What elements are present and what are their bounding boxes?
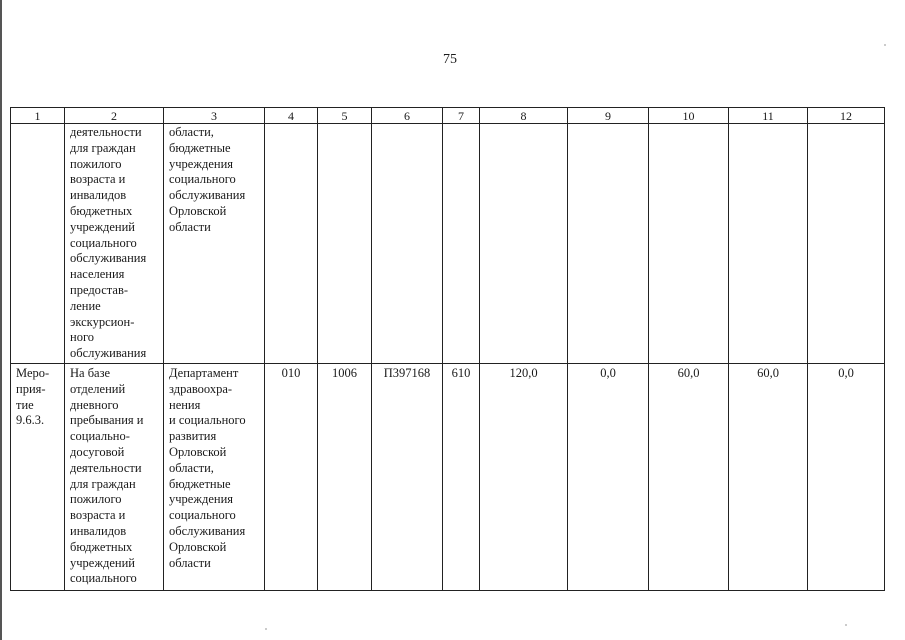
- value-cell: [729, 124, 808, 364]
- cell-line: обслуживания: [169, 523, 246, 538]
- cell-line: обслуживания: [169, 188, 246, 203]
- header-cell: 1: [11, 108, 65, 124]
- cell-line: 9.6.3.: [16, 413, 45, 428]
- value-cell: 0,0: [808, 364, 885, 591]
- csr-cell: П397168: [372, 364, 443, 591]
- executor-cell: [164, 364, 265, 591]
- header-cell: 12: [808, 108, 885, 124]
- header-cell: 6: [372, 108, 443, 124]
- header-cell: 5: [318, 108, 372, 124]
- cell-line: области: [169, 219, 211, 234]
- value-cell: [808, 124, 885, 364]
- csr-cell: [372, 124, 443, 364]
- cell-line: области,: [169, 125, 214, 139]
- page-number: 75: [443, 52, 457, 67]
- budget-table: [10, 107, 885, 591]
- rzpr-cell: 1006: [318, 364, 372, 591]
- value-cell: 60,0: [729, 364, 808, 591]
- cell-line: учреждения: [169, 492, 234, 507]
- cell-line: бюджетные: [169, 140, 231, 155]
- grbs-cell: [265, 124, 318, 364]
- cell-line: для граждан: [70, 140, 136, 155]
- cell-line: учреждений: [70, 219, 135, 234]
- cell-line: пожилого: [70, 492, 122, 507]
- cell-line: тие: [16, 397, 34, 412]
- cell-line: для граждан: [70, 476, 136, 491]
- scan-speck: [845, 624, 847, 626]
- header-cell: 3: [164, 108, 265, 124]
- cell-line: ление: [70, 298, 101, 313]
- header-cell: 4: [265, 108, 318, 124]
- cell-line: социального: [70, 571, 137, 586]
- cell-line: здравоохра-: [169, 381, 233, 396]
- cell-line: бюджетные: [169, 476, 231, 491]
- measure-code-cell: [11, 124, 65, 364]
- cell-line: бюджетных: [70, 539, 133, 554]
- cell-line: и социального: [169, 413, 246, 428]
- grbs-cell: 010: [265, 364, 318, 591]
- cell-line: обслуживания: [70, 251, 147, 266]
- cell-line: учреждений: [70, 555, 135, 570]
- cell-line: учреждения: [169, 156, 234, 171]
- cell-line: пребывания и: [70, 413, 144, 428]
- header-cell: 10: [649, 108, 729, 124]
- cell-line: предостав-: [70, 282, 129, 297]
- cell-line: возраста и: [70, 508, 126, 523]
- table-row: [11, 364, 885, 591]
- value-cell: [568, 124, 649, 364]
- cell-line: области: [169, 555, 211, 570]
- cell-line: пожилого: [70, 156, 122, 171]
- value-cell: [649, 124, 729, 364]
- vr-cell: 610: [443, 364, 480, 591]
- cell-line: деятельности: [70, 125, 142, 139]
- vr-cell: [443, 124, 480, 364]
- cell-line: дневного: [70, 397, 119, 412]
- cell-line: социального: [169, 508, 236, 523]
- cell-line: социально-: [70, 429, 130, 444]
- table-row: [11, 124, 885, 364]
- cell-line: Орловской: [169, 539, 227, 554]
- cell-line: населения: [70, 267, 125, 282]
- cell-line: обслуживания: [70, 346, 147, 361]
- cell-line: досуговой: [70, 444, 125, 459]
- scan-speck: [265, 628, 267, 630]
- cell-line: На базе: [70, 366, 111, 380]
- value-cell: 60,0: [649, 364, 729, 591]
- cell-line: отделений: [70, 381, 126, 396]
- header-cell: 11: [729, 108, 808, 124]
- cell-line: экскурсион-: [70, 314, 135, 329]
- header-row: [11, 108, 885, 124]
- cell-line: области,: [169, 460, 214, 475]
- cell-line: возраста и: [70, 172, 126, 187]
- total-cell: [480, 124, 568, 364]
- cell-line: бюджетных: [70, 203, 133, 218]
- measure-code-cell: [11, 364, 65, 591]
- header-cell: 7: [443, 108, 480, 124]
- executor-cell: [164, 124, 265, 364]
- cell-line: Орловской: [169, 203, 227, 218]
- rzpr-cell: [318, 124, 372, 364]
- header-cell: 8: [480, 108, 568, 124]
- cell-line: социального: [169, 172, 236, 187]
- cell-line: Орловской: [169, 444, 227, 459]
- cell-line: Департамент: [169, 366, 239, 380]
- total-cell: 120,0: [480, 364, 568, 591]
- cell-line: развития: [169, 429, 217, 444]
- cell-line: Меро-: [16, 366, 50, 380]
- cell-line: социального: [70, 235, 137, 250]
- cell-line: ного: [70, 330, 95, 345]
- header-cell: 9: [568, 108, 649, 124]
- value-cell: 0,0: [568, 364, 649, 591]
- scan-left-edge: [0, 0, 2, 640]
- cell-line: инвалидов: [70, 188, 127, 203]
- header-cell: 2: [65, 108, 164, 124]
- measure-name-cell: [65, 364, 164, 591]
- cell-line: инвалидов: [70, 523, 127, 538]
- cell-line: прия-: [16, 381, 46, 396]
- cell-line: нения: [169, 397, 201, 412]
- cell-line: деятельности: [70, 460, 142, 475]
- measure-name-cell: [65, 124, 164, 364]
- scan-speck: [884, 44, 886, 46]
